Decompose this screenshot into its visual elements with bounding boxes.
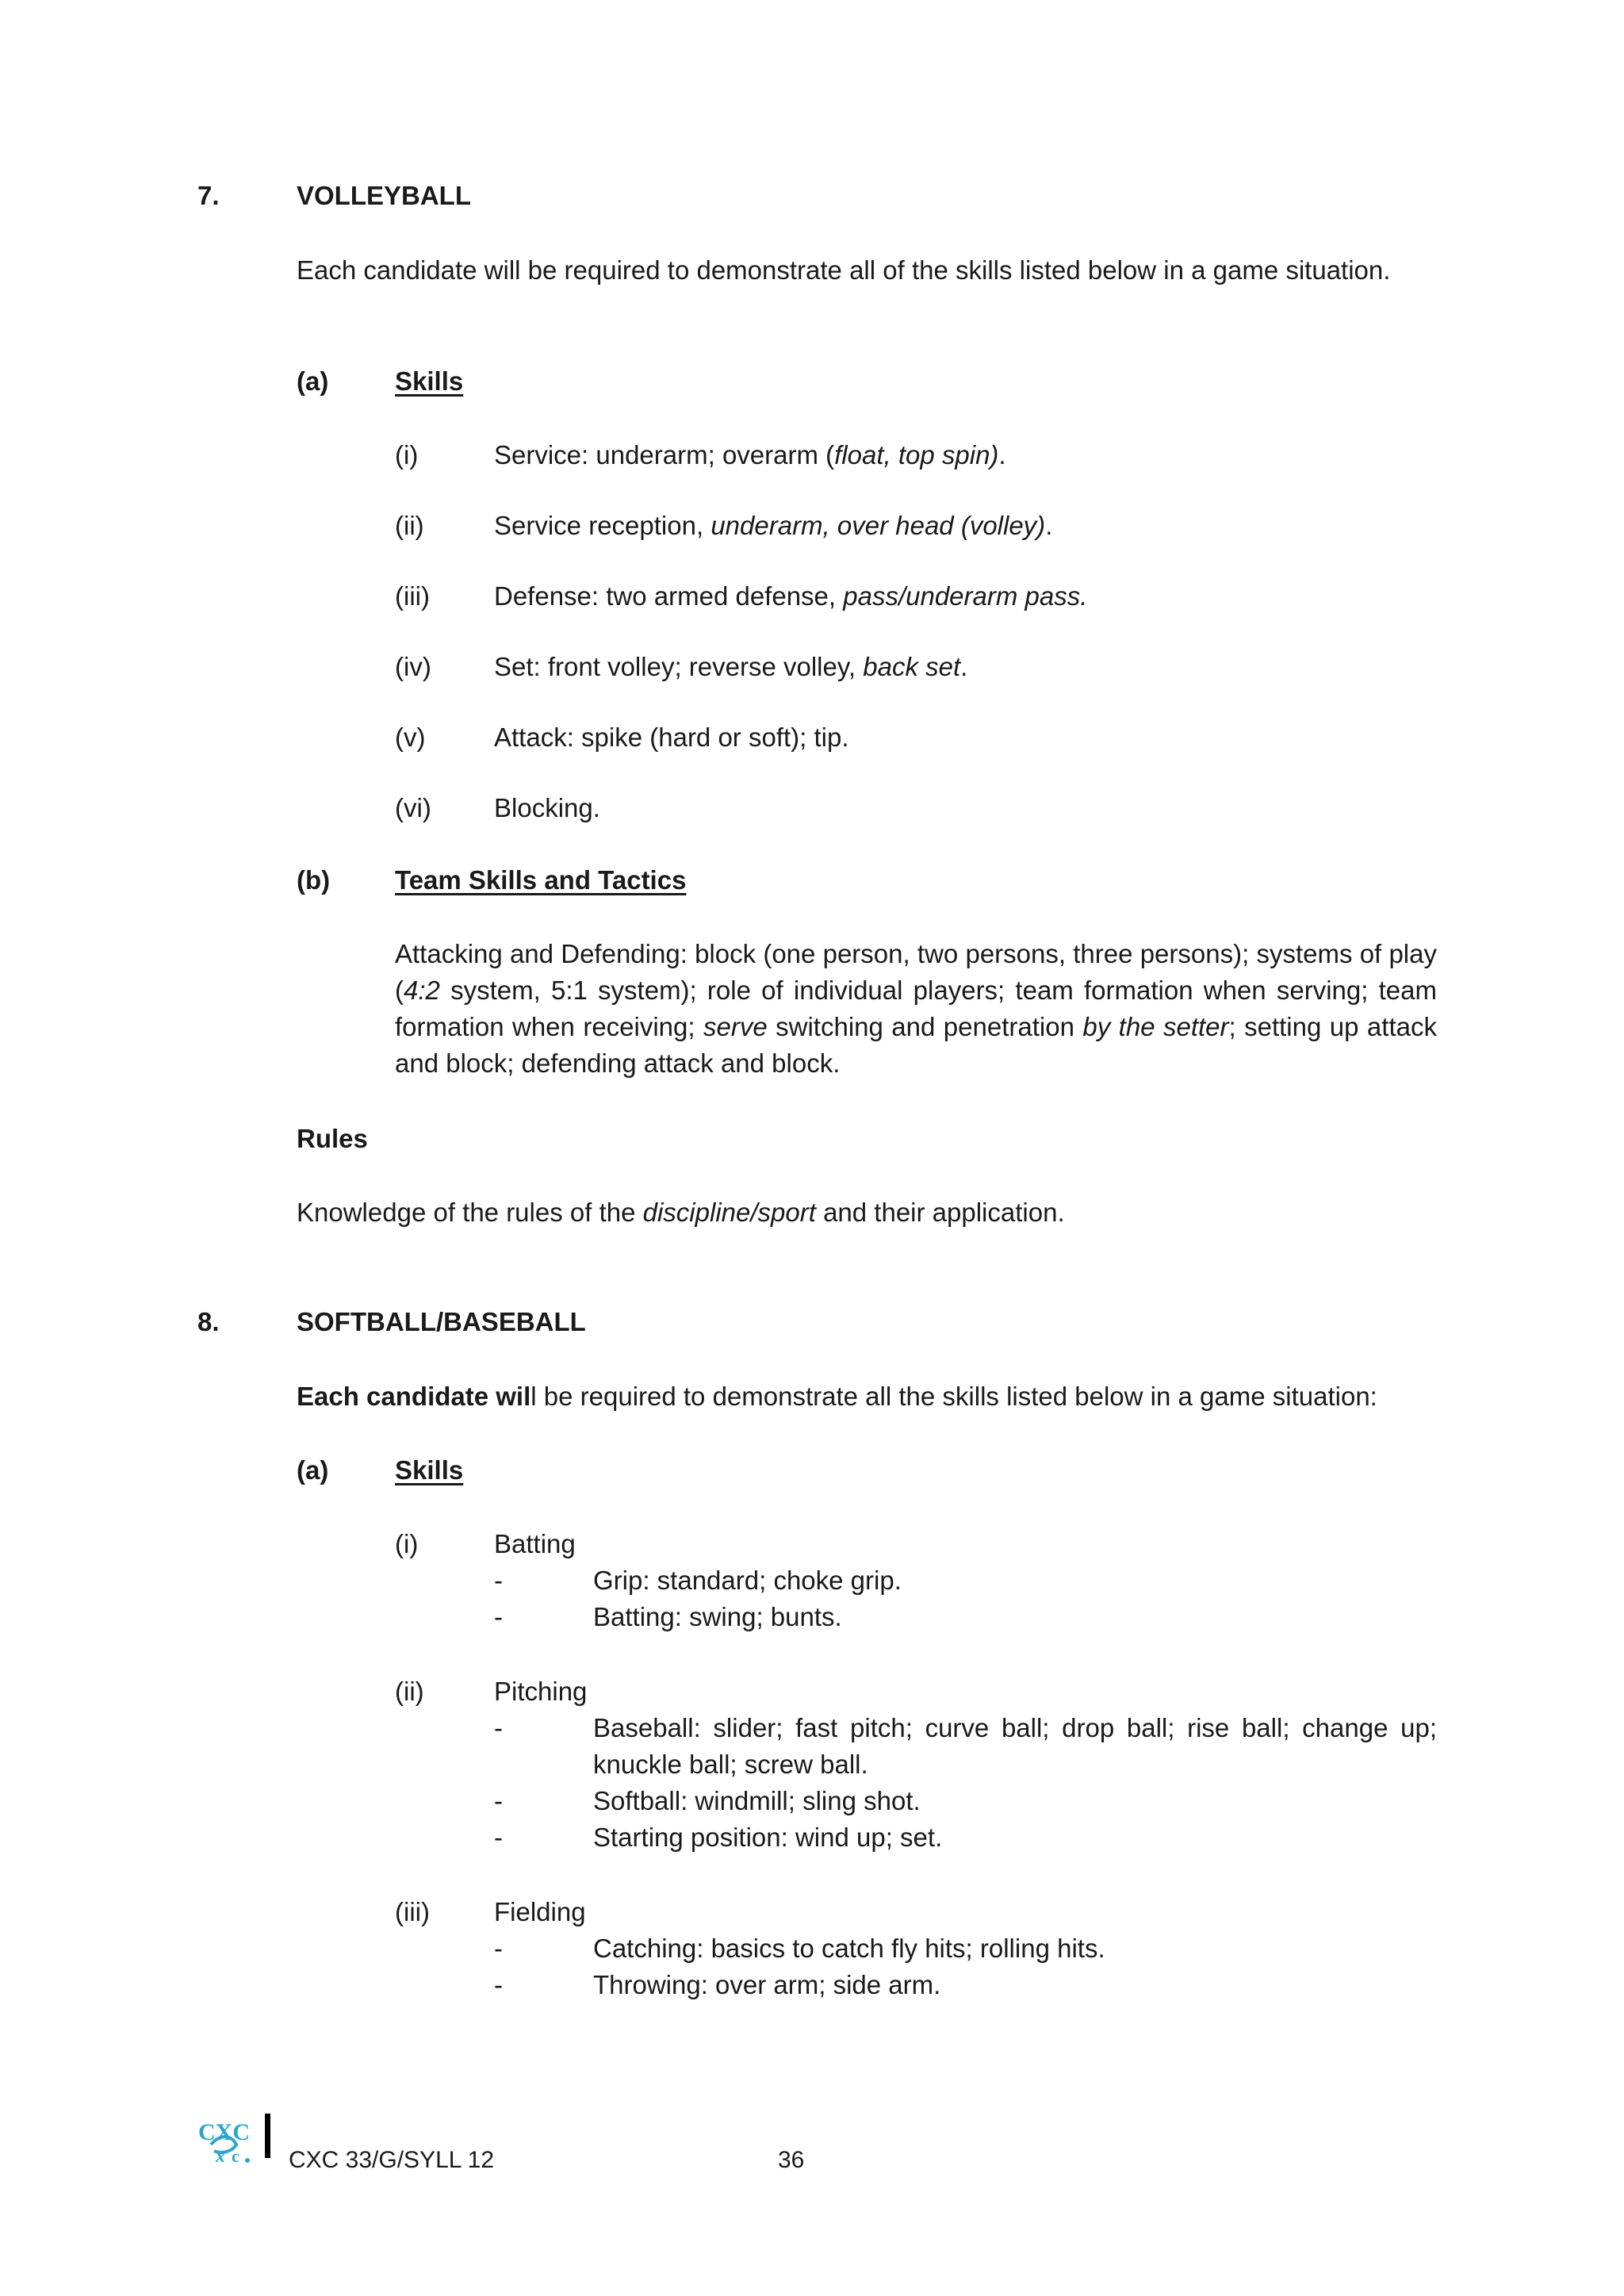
page-number: 36	[778, 2147, 805, 2173]
list-item-number: (ii)	[395, 511, 424, 540]
section-7-b-title: Team Skills and Tactics	[395, 865, 687, 895]
bullet-dash: -	[494, 1823, 503, 1852]
footer-divider	[265, 2114, 270, 2158]
section-7-intro: Each candidate will be required to demonstrate all of the skills listed below in a game situation.	[297, 255, 1391, 285]
bullet-dash: -	[494, 1713, 503, 1742]
list-item-number: (vi)	[395, 793, 431, 822]
batting-heading: Batting	[494, 1529, 576, 1558]
list-item-number: (iii)	[395, 1897, 430, 1926]
section-7-a-label: (a)	[297, 366, 329, 396]
bullet-dash: -	[494, 1934, 503, 1963]
list-item-number: (i)	[395, 440, 419, 470]
list-item-text: Service: underarm; overarm (float, top spin).	[494, 440, 1006, 470]
section-8-number: 8.	[197, 1307, 220, 1336]
rules-text: Knowledge of the rules of the discipline/sport and their application.	[297, 1198, 1065, 1227]
section-7-title: VOLLEYBALL	[297, 181, 471, 210]
sub-item: Baseball: slider; fast pitch; curve ball; drop ball; rise ball; change up; knuckle ball; screw ball.	[593, 1713, 1437, 1779]
sub-item: Starting position: wind up; set.	[593, 1823, 943, 1852]
rules-heading: Rules	[297, 1124, 368, 1153]
list-item-text: Set: front volley; reverse volley, back set.	[494, 652, 968, 681]
bullet-dash: -	[494, 1786, 503, 1815]
section-7-tactics-text: Attacking and Defending: block (one person, two persons, three persons); systems of play (4:2 system, 5:1 system); role of individual players; team formation when serving; team formation when receiving; serve switching and penetration by the setter; setting up attack and block; defending attack and block.	[395, 939, 1437, 1078]
list-item-text: Attack: spike (hard or soft); tip.	[494, 723, 849, 752]
list-item-number: (ii)	[395, 1677, 424, 1706]
list-item-text: Service reception, underarm, over head (volley).	[494, 511, 1053, 540]
fielding-heading: Fielding	[494, 1897, 586, 1926]
bullet-dash: -	[494, 1970, 503, 1999]
section-7-b-label: (b)	[297, 865, 331, 895]
bullet-dash: -	[494, 1566, 503, 1595]
list-item-number: (i)	[395, 1529, 419, 1558]
sub-item: Catching: basics to catch fly hits; rolling hits.	[593, 1934, 1105, 1963]
list-item-number: (iv)	[395, 652, 431, 681]
section-8-a-label: (a)	[297, 1455, 329, 1485]
sub-item: Grip: standard; choke grip.	[593, 1566, 902, 1595]
section-8-a-title: Skills	[395, 1455, 464, 1485]
section-7-a-title: Skills	[395, 366, 464, 396]
section-8-title: SOFTBALL/BASEBALL	[297, 1307, 586, 1336]
logo-letter-c: CXC	[198, 2119, 250, 2145]
section-7-number: 7.	[197, 181, 220, 210]
document-code: CXC 33/G/SYLL 12	[289, 2147, 495, 2173]
list-item-number: (iii)	[395, 581, 430, 611]
bullet-dash: -	[494, 1602, 503, 1631]
svg-text:x: x	[216, 2146, 225, 2167]
svg-text:c: c	[232, 2146, 239, 2166]
sub-item: Softball: windmill; sling shot.	[593, 1786, 921, 1815]
section-8-intro: Each candidate will be required to demonstrate all the skills listed below in a game situation:	[297, 1382, 1377, 1411]
sub-item: Batting: swing; bunts.	[593, 1602, 842, 1631]
pitching-heading: Pitching	[494, 1677, 588, 1706]
list-item-text: Defense: two armed defense, pass/underarm pass.	[494, 581, 1088, 611]
cxc-logo-icon	[197, 2116, 254, 2167]
list-item-number: (v)	[395, 723, 426, 752]
list-item-text: Blocking.	[494, 793, 600, 822]
sub-item: Throwing: over arm; side arm.	[593, 1970, 941, 1999]
